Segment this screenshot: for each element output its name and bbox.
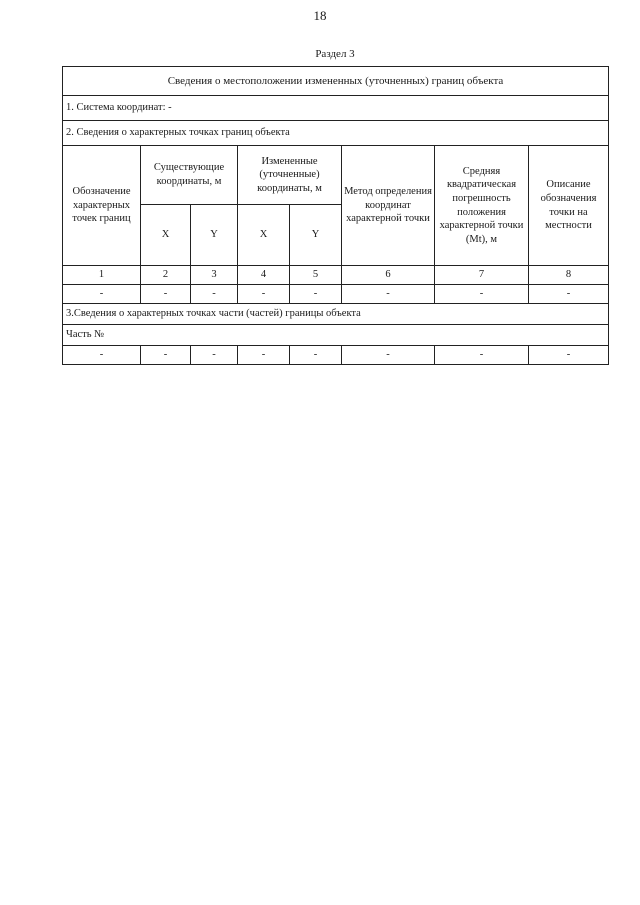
- header-changed-coordinates: Измененные (уточненные) координаты, м: [238, 146, 342, 205]
- table-title: Сведения о местоположении измененных (уточненных) границ объекта: [63, 67, 609, 96]
- table-cell: -: [238, 346, 290, 365]
- table-cell: -: [290, 285, 342, 304]
- column-number: 8: [529, 266, 609, 285]
- header-method: Метод определения координат характерной точки: [342, 146, 435, 266]
- page-number: 18: [313, 8, 327, 23]
- header-changed-x: X: [238, 205, 290, 266]
- header-mean-error: Средняя квадратическая погрешность положения характерной точки (Mt), м: [435, 146, 529, 266]
- table-row: [63, 346, 609, 365]
- column-numbers-row: [63, 266, 609, 285]
- table-cell: -: [238, 285, 290, 304]
- table-row: [63, 285, 609, 304]
- column-number: 4: [238, 266, 290, 285]
- header-changed-y: Y: [290, 205, 342, 266]
- table-cell: -: [63, 285, 141, 304]
- column-number: 3: [191, 266, 238, 285]
- column-number: 2: [141, 266, 191, 285]
- table-cell: -: [141, 285, 191, 304]
- table-cell: -: [191, 285, 238, 304]
- part-number-row: Часть №: [63, 325, 609, 346]
- column-number: 1: [63, 266, 141, 285]
- header-description: Описание обозначения точки на местности: [529, 146, 609, 266]
- table-cell: -: [63, 346, 141, 365]
- column-number: 7: [435, 266, 529, 285]
- table-cell: -: [435, 346, 529, 365]
- section-label: Раздел 3: [315, 48, 355, 60]
- column-number: 6: [342, 266, 435, 285]
- parts-heading-row: 3.Сведения о характерных точках части (частей) границы объекта: [63, 304, 609, 325]
- table-cell: -: [342, 285, 435, 304]
- table-cell: -: [290, 346, 342, 365]
- table-cell: -: [529, 346, 609, 365]
- header-existing-y: Y: [191, 205, 238, 266]
- coordinate-system-row: 1. Система координат: -: [63, 96, 609, 121]
- column-number: 5: [290, 266, 342, 285]
- boundary-table: [62, 66, 609, 365]
- table-cell: -: [435, 285, 529, 304]
- table-cell: -: [191, 346, 238, 365]
- header-designation: Обозначение характерных точек границ: [63, 146, 141, 266]
- points-heading-row: 2. Сведения о характерных точках границ объекта: [63, 121, 609, 146]
- table-cell: -: [141, 346, 191, 365]
- table-cell: -: [529, 285, 609, 304]
- header-existing-x: X: [141, 205, 191, 266]
- header-existing-coordinates: Существующие координаты, м: [141, 146, 238, 205]
- table-cell: -: [342, 346, 435, 365]
